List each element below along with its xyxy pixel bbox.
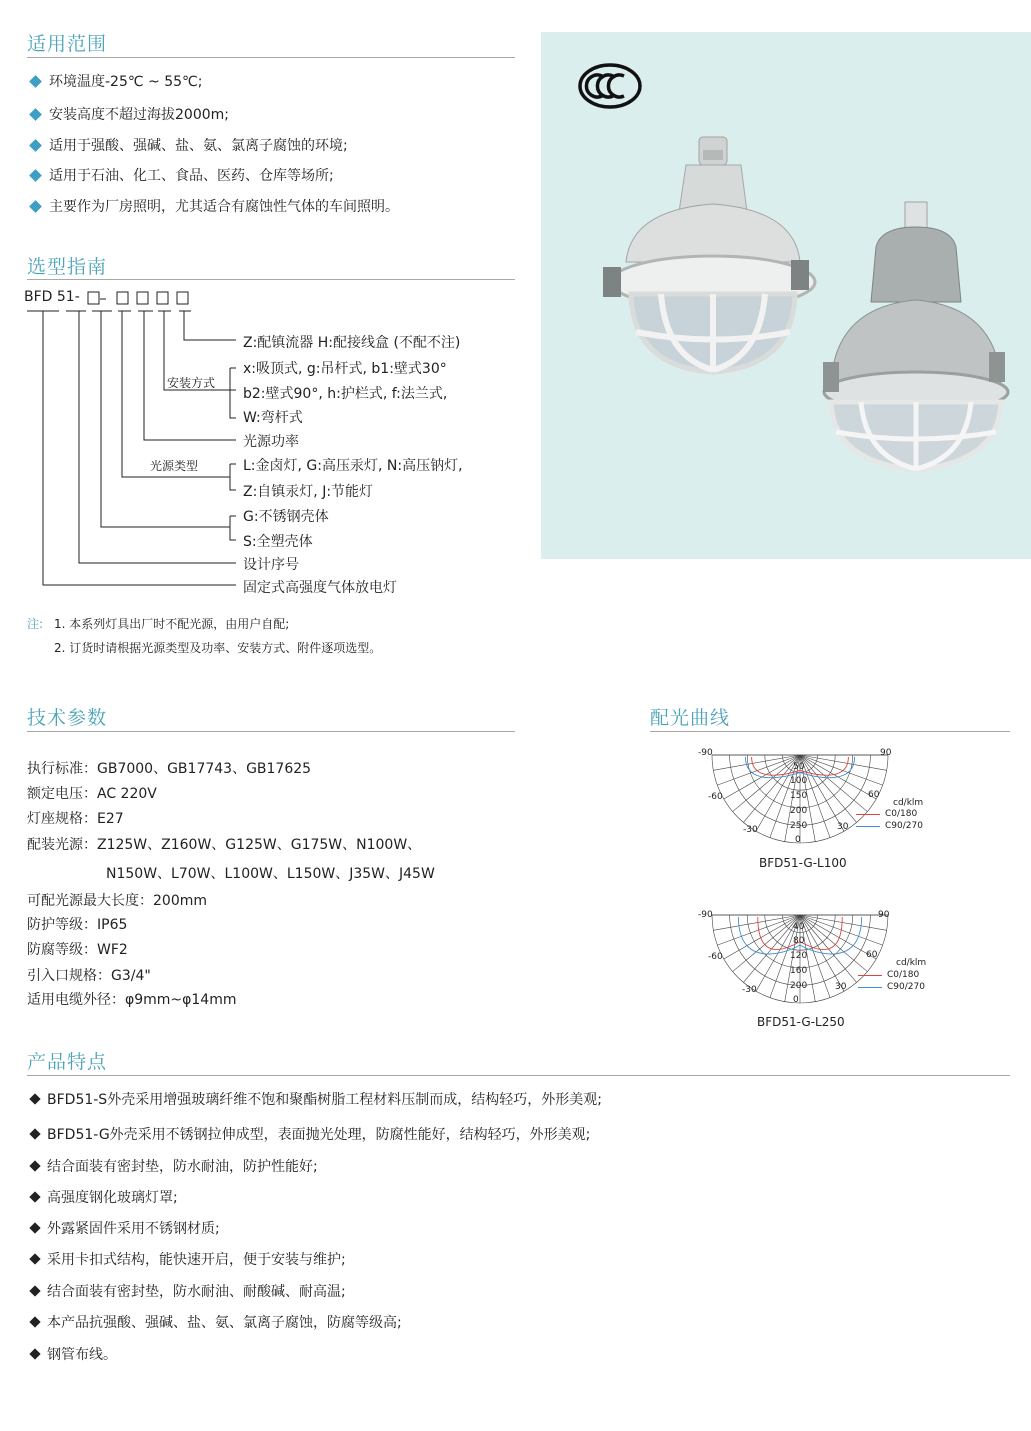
list-item: 安装高度不超过海拔2000m; [28,104,229,124]
option-s: S:全塑壳体 [243,534,313,550]
option-w: W:弯杆式 [243,410,303,426]
ring-label: 150 [790,791,808,801]
model-code: BFD 51- [24,289,80,305]
spec-row: 防腐等级：WF2 [27,942,128,958]
ring-label: 0 [793,995,799,1005]
code-box [137,292,148,304]
light-curve-chart-2 [690,900,930,1010]
angle-label: -90 [698,910,713,920]
option-power: 光源功率 [243,434,299,450]
list-item: 高强度钢化玻璃灯罩; [28,1187,178,1207]
code-box [157,292,168,304]
note-1: 1. 本系列灯具出厂时不配光源，由用户自配; [54,617,290,631]
option-x: x:吸顶式, g:吊杆式, b1:壁式30° [243,361,447,377]
spec-row: N150W、L70W、L100W、L150W、J35W、J45W [106,866,435,882]
diamond-bullet-icon [29,1316,40,1327]
ring-label: 250 [790,821,808,831]
legend-c0: C0/180 [856,809,917,819]
spec-row: 执行标准：GB7000、GB17743、GB17625 [27,761,312,777]
option-zj: Z:自镇汞灯, J:节能灯 [243,484,374,500]
list-item: BFD51-G外壳采用不锈钢拉伸成型，表面抛光处理，防腐性能好，结构轻巧，外形美观; [28,1124,590,1144]
ring-label: 50 [793,762,805,772]
ring-label: 40 [793,922,805,932]
unit-label: cd/klm [893,798,924,808]
product-photo [541,32,1031,559]
features-divider [27,1075,1010,1076]
option-l: L:金卤灯, G:高压汞灯, N:高压钠灯, [243,458,463,474]
list-item: 环境温度-25℃ ~ 55℃; [28,71,202,91]
angle-label: -60 [708,792,723,802]
option-seq: 设计序号 [243,557,299,573]
unit-label: cd/klm [896,958,927,968]
list-item: BFD51-S外壳采用增强玻璃纤维不饱和聚酯树脂工程材料压制而成，结构轻巧，外形美观; [28,1089,602,1109]
spec-row: 可配光源最大长度：200mm [27,893,207,909]
option-fixed: 固定式高强度气体放电灯 [243,580,397,596]
list-item: 钢管布线。 [28,1344,117,1364]
list-item: 本产品抗强酸、强碱、盐、氨、氯离子腐蚀，防腐等级高; [28,1312,402,1332]
ring-label: 0 [795,835,801,845]
spec-row: 防护等级：IP65 [27,917,128,933]
legend-c90: C90/270 [856,821,923,831]
ring-label: 120 [790,951,808,961]
list-item: 结合面装有密封垫，防水耐油，防护性能好; [28,1156,318,1176]
diamond-bullet-icon [29,1285,40,1296]
list-item: 采用卡扣式结构，能快速开启，便于安装与维护; [28,1249,346,1269]
angle-label: 90 [880,748,892,758]
product-image-panel [541,32,1031,559]
code-box [177,292,188,304]
curve-caption-2: BFD51-G-L250 [757,1015,845,1029]
list-item: 结合面装有密封垫，防水耐油、耐酸碱、耐高温; [28,1281,346,1301]
code-box [117,292,128,304]
ccc-logo [580,65,640,107]
label-source: 光源类型 [150,459,199,473]
selection-title: 选型指南 [27,256,108,278]
lamp-plastic [603,137,815,372]
diamond-bullet-icon [29,1253,40,1264]
code-box [88,292,99,304]
angle-label: -30 [743,825,758,835]
polar-grid [690,740,930,850]
lamp-stainless [823,202,1008,470]
ring-label: 200 [790,981,808,991]
features-title: 产品特点 [27,1051,108,1073]
curves-divider [650,731,1010,732]
label-mount: 安装方式 [167,376,216,390]
list-item: 外露紧固件采用不锈钢材质; [28,1218,220,1238]
light-curve-chart-1 [690,740,930,850]
angle-label: 60 [868,790,880,800]
curve-caption-1: BFD51-G-L100 [759,856,847,870]
angle-label: -60 [708,952,723,962]
diamond-bullet-icon [29,1191,40,1202]
diamond-bullet-icon [29,1222,40,1233]
angle-label: 60 [866,950,878,960]
legend-c90: C90/270 [858,982,925,992]
legend-c0: C0/180 [858,970,919,980]
curves-title: 配光曲线 [650,707,731,729]
spec-row: 灯座规格：E27 [27,811,124,827]
spec-row: 引入口规格：G3/4" [27,968,151,984]
specs-divider [27,731,515,732]
note-2: 2. 订货时请根据光源类型及功率、安装方式、附件逐项选型。 [54,641,382,655]
angle-label: -30 [742,985,757,995]
scope-title: 适用范围 [27,33,108,55]
ring-label: 160 [790,966,808,976]
diamond-bullet-icon [29,1128,40,1139]
diamond-bullet-icon [29,1160,40,1171]
ring-label: 80 [793,936,805,946]
list-item: 适用于强酸、强碱、盐、氨、氯离子腐蚀的环境; [28,135,348,155]
list-item: 主要作为厂房照明，尤其适合有腐蚀性气体的车间照明。 [28,196,399,216]
spec-row: 配装光源：Z125W、Z160W、G125W、G175W、N100W、 [27,837,422,853]
option-g: G:不锈钢壳体 [243,509,329,525]
option-b2: b2:壁式90°, h:护栏式, f:法兰式, [243,386,448,402]
note-label: 注: [27,617,44,631]
angle-label: 90 [878,910,890,920]
spec-row: 适用电缆外径：φ9mm~φ14mm [27,992,237,1008]
spec-row: 额定电压：AC 220V [27,786,157,802]
angle-label: 30 [837,822,849,832]
option-z: Z:配镇流器 H:配接线盒 (不配不注) [243,335,461,351]
diamond-bullet-icon [29,1093,40,1104]
polar-grid [690,900,930,1010]
specs-title: 技术参数 [27,707,108,729]
list-item: 适用于石油、化工、食品、医药、仓库等场所; [28,165,334,185]
ring-label: 200 [790,806,808,816]
angle-label: -90 [698,748,713,758]
angle-label: 30 [835,982,847,992]
ring-label: 100 [790,776,808,786]
diamond-bullet-icon [29,1348,40,1359]
